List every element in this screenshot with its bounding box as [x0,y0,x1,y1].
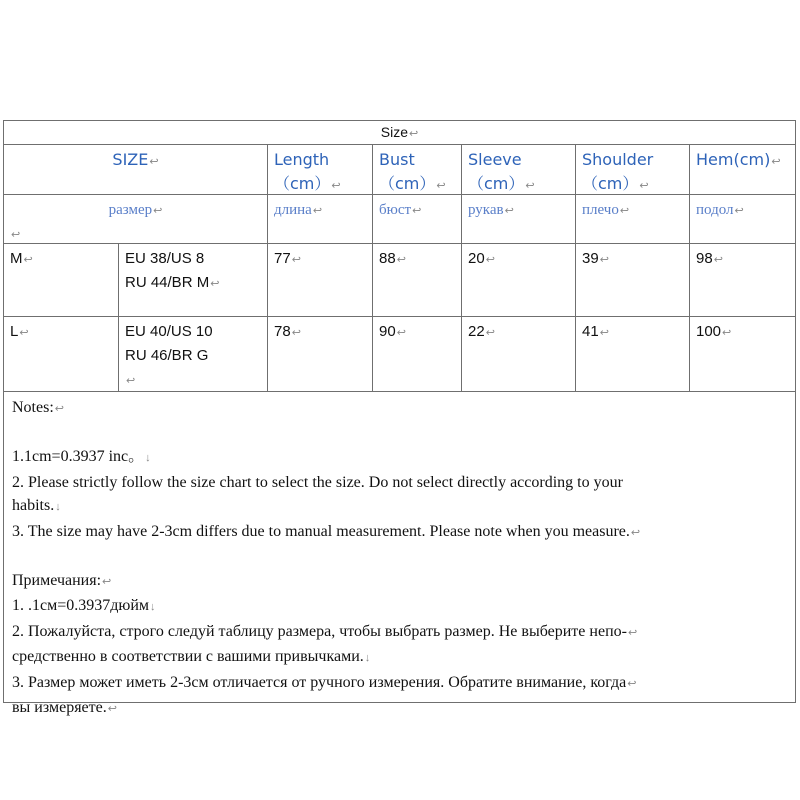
header-length-unit: （cm） [274,174,331,193]
header-hem: Hem(cm) [696,150,771,169]
ru-note-line-3: 3. Размер может иметь 2-3см отличается от ручного измерения. Обратите внимание, когда [12,673,627,691]
row-size: M [10,250,23,267]
row-shoulder: 41 [582,323,599,340]
row-eu-us: EU 38/US 8 [125,250,205,267]
row-eu-us: EU 40/US 10 [125,323,213,340]
header-shoulder: Shoulder [582,150,654,169]
row-length: 78 [274,323,291,340]
note-line-2-cont: habits. [12,497,55,514]
chart-title: Size [380,124,408,140]
ru-header-length: длина [274,202,312,218]
header-sleeve: Sleeve [468,150,522,169]
ru-notes-heading: Примечания: [12,571,102,589]
size-chart [3,120,796,716]
notes-heading: Notes: [12,399,54,416]
row-bust: 90 [379,323,396,340]
ru-header-shoulder: плечо [582,202,619,218]
header-sleeve-unit: （cm） [468,174,525,193]
header-bust-unit: （cm） [379,174,436,193]
header-bust: Bust [379,150,415,169]
row-ru-br: RU 44/BR M [125,274,210,291]
title-row: Size↩ [4,121,795,145]
header-shoulder-unit: （cm） [582,174,639,193]
row-sleeve: 22 [468,323,485,340]
note-line-3: 3. The size may have 2-3cm differs due to manual measurement. Please note when you measure. [12,522,630,540]
row-hem: 100 [696,323,722,340]
row-shoulder: 39 [582,250,599,267]
note-line-1: 1.1cm=0.3937 inc。 [12,448,145,465]
row-length: 77 [274,250,291,267]
row-hem: 98 [696,250,713,267]
row-size: L [10,323,19,340]
note-line-2: 2. Please strictly follow the size chart to select the size. Do not select directly according to your [12,473,623,491]
header-row: SIZE↩ Length （cm）↩ Bust （cm）↩ Sleeve （cm）↩ Shoulder （cm）↩ Hem(cm)↩ [4,145,795,195]
header-size: SIZE [112,150,149,169]
ru-note-line-2-cont: средственно в соответствии с вашими привычками. [12,648,364,665]
ru-note-line-3-cont: вы измеряете. [12,699,107,716]
ru-header-sleeve: рукав [468,202,504,218]
ru-header-size: размер [108,202,153,218]
header-length: Length [274,150,330,169]
table-row: M↩ EU 38/US 8 RU 44/BR M↩ 77↩ 88↩ 20↩ 39↩ 98↩ [4,244,795,317]
row-sleeve: 20 [468,250,485,267]
table-row: L↩ EU 40/US 10 RU 46/BR G ↩ 78↩ 90↩ 22↩ 41↩ 100↩ [4,317,795,392]
ru-note-line-1: 1. .1см=0.3937дюйм [12,597,150,614]
ru-header-row: размер↩ ↩ длина↩ бюст↩ рукав↩ плечо↩ подол↩ [4,195,795,244]
row-bust: 88 [379,250,396,267]
notes-section: Notes:↩ 1.1cm=0.3937 inc。↓ 2. Please strictly follow the size chart to select the size. Do not select directly according to your habits.↓ 3. The size may have 2-3cm differs due to manual measurement. Please note when you measure.↩ Примечания:↩ 1. .1см=0.3937дюйм↓ 2. Пожалуйста, строго следуй таблицу размера, чтобы выбрать размер. Не выберите непо-↩ средственно в соответствии с вашими привычками.↓ 3. Размер может иметь 2-3см отличается от ручного измерения. Обратите внимание, когда↩ вы измеряете.↩ [12,399,641,716]
ru-header-bust: бюст [379,202,412,218]
row-ru-br: RU 46/BR G [125,347,209,364]
ru-header-hem: подол [696,202,734,218]
ru-note-line-2: 2. Пожалуйста, строго следуй таблицу размера, чтобы выбрать размер. Не выберите непо- [12,622,627,640]
